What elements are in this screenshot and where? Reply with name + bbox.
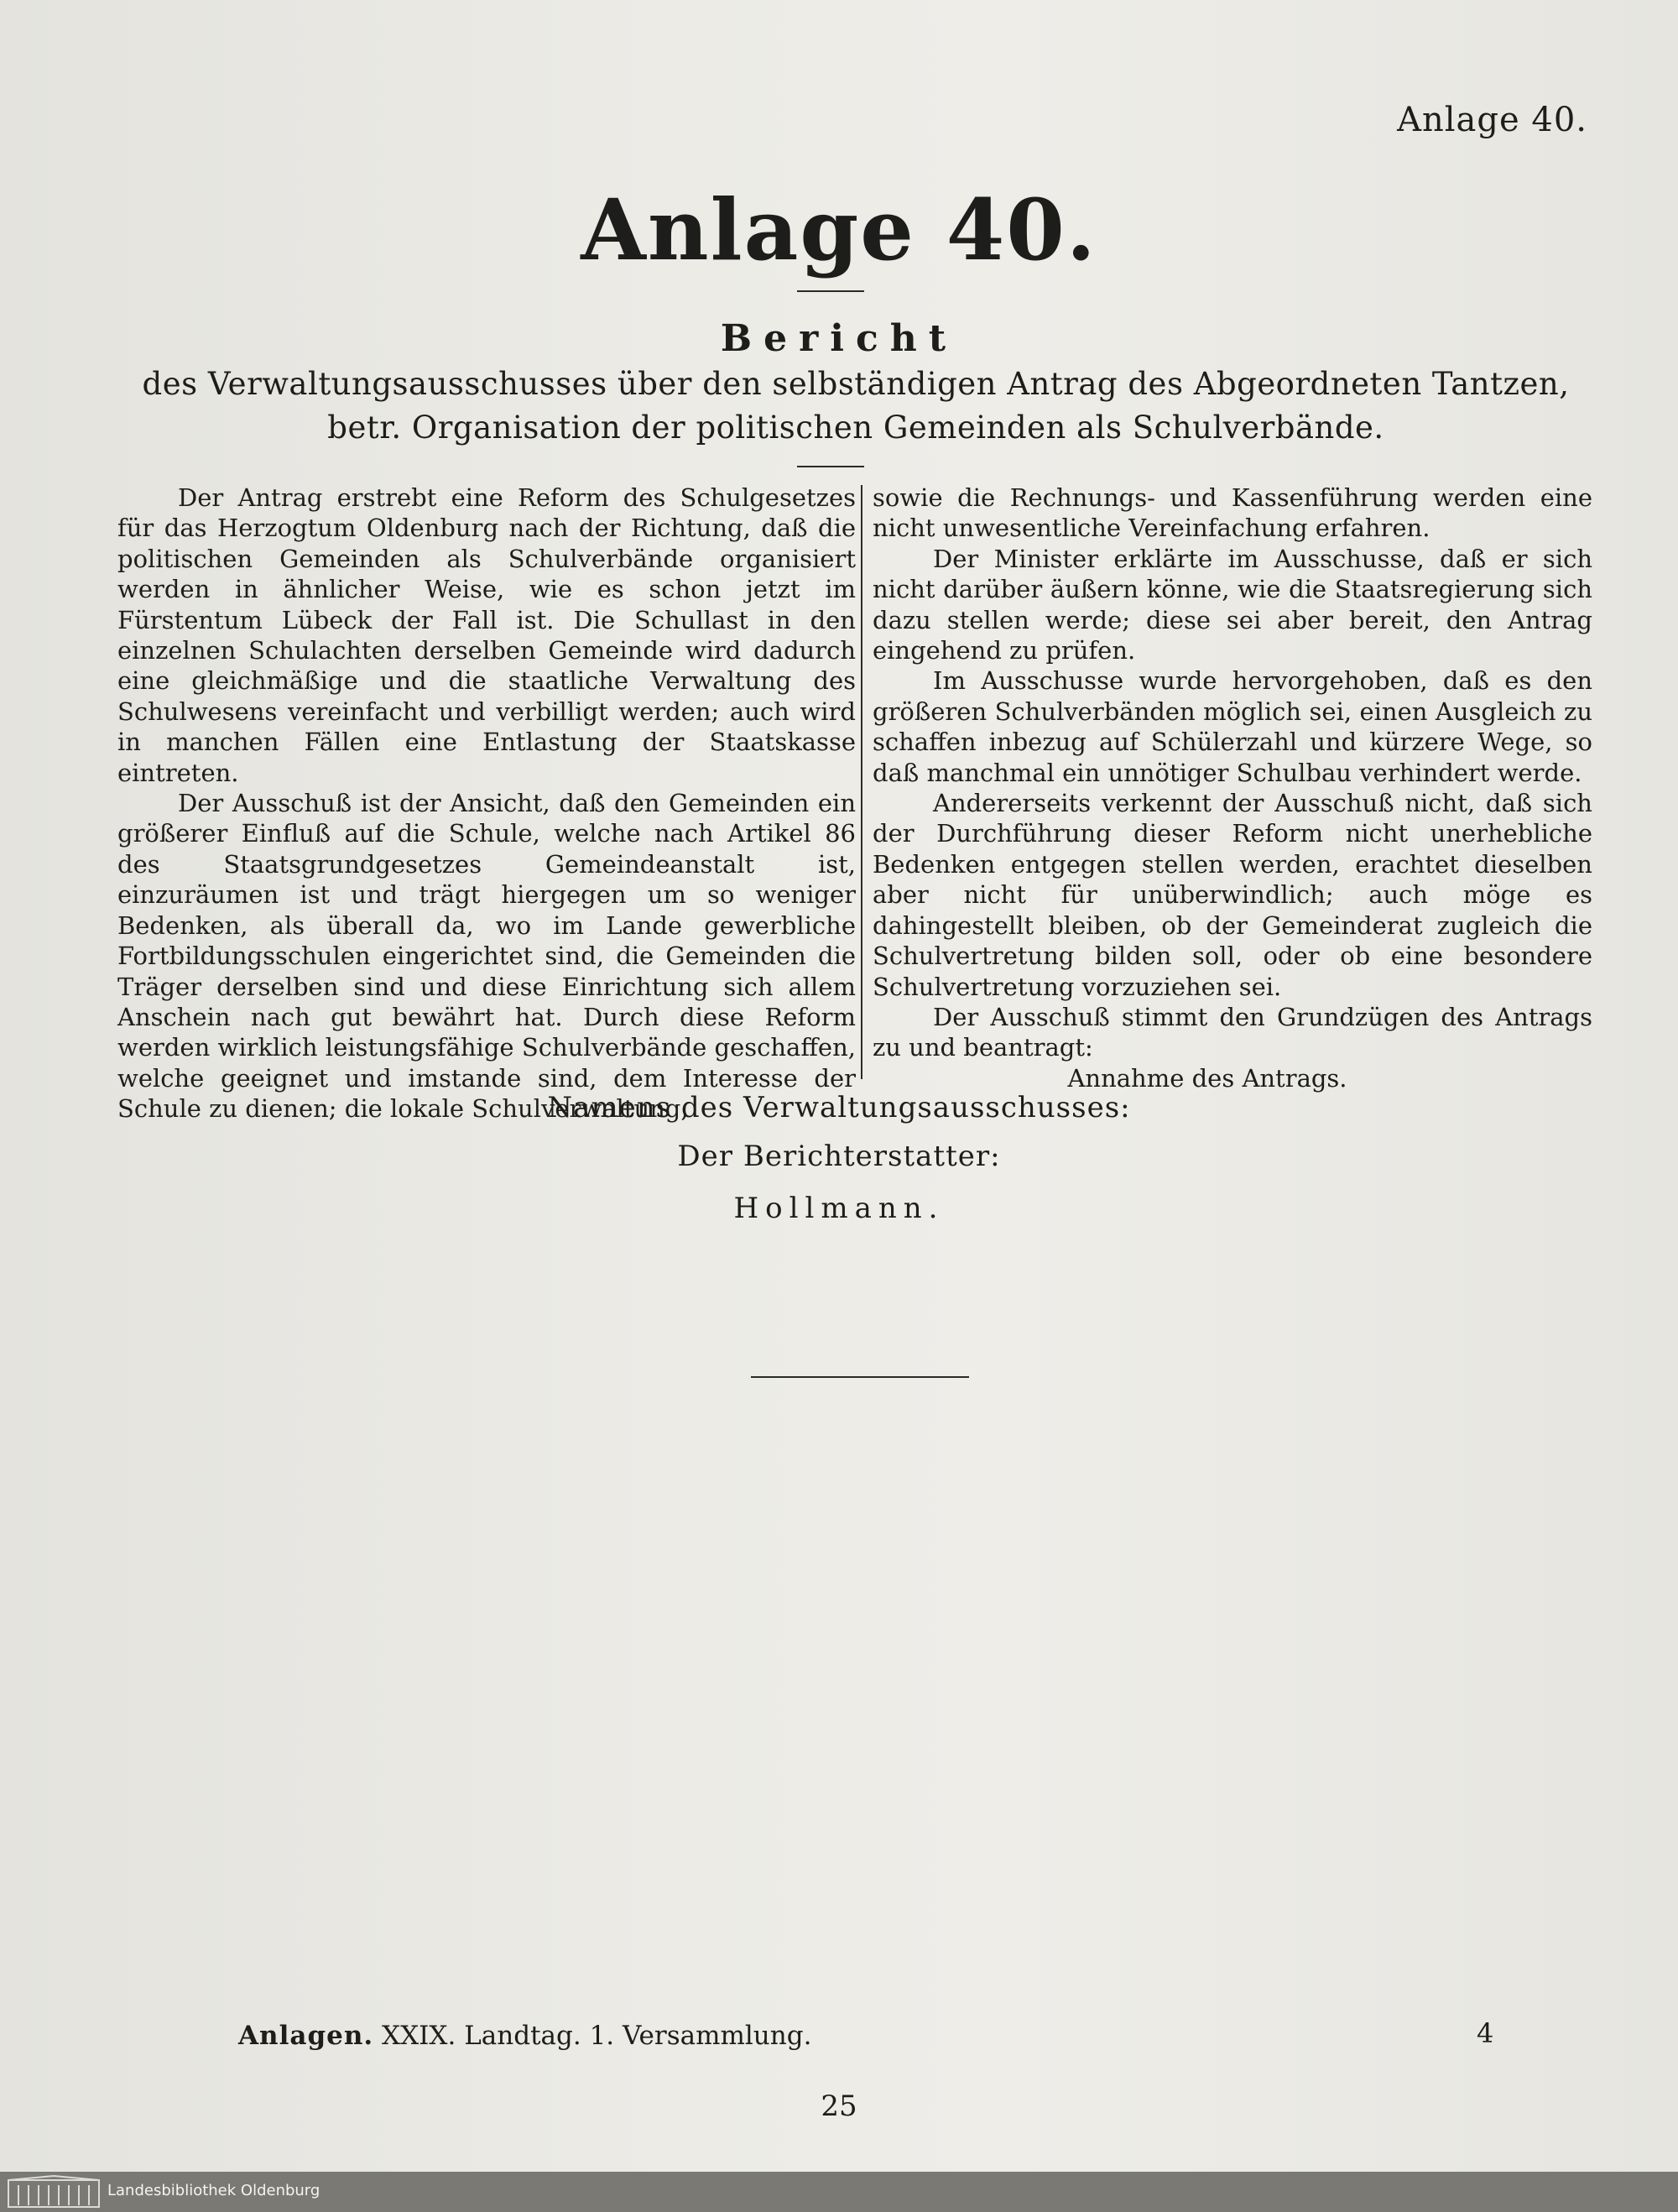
- title-divider: [797, 290, 864, 292]
- paragraph: Der Ausschuß stimmt den Grundzügen des Antrags zu und beantragt:: [873, 1002, 1592, 1062]
- running-head: Anlage 40.: [1397, 101, 1587, 139]
- page-number: 25: [821, 2089, 857, 2123]
- paragraph-continuation: sowie die Rechnungs- und Kassenführung werden eine nicht unwesentliche Vereinfachung erfahren.: [873, 483, 1592, 543]
- library-banner: [0, 2172, 1678, 2212]
- report-subtitle: des Verwaltungsausschusses über den selbständigen Antrag des Abgeordneten Tantzen, betr. Organisation der politischen Gemeinden als Schulverbände.: [142, 366, 1570, 446]
- closing-divider: [751, 1376, 969, 1378]
- motion-text: Annahme des Antrags.: [1067, 1063, 1347, 1093]
- signature-role: Der Berichterstatter:: [677, 1140, 1001, 1173]
- footer-left: [238, 2021, 811, 2051]
- paragraph: Andererseits verkennt der Ausschuß nicht, daß sich der Durchführung dieser Reform nicht unerhebliche Bedenken entgegen stellen werden, erachtet dieselben aber nicht für unüberwindlich; auch möge es dahingestellt bleiben, ob der Gemeinderat zugleich die Schulvertretung bilden soll, oder ob eine besondere Schulvertretung vorzuziehen sei.: [873, 789, 1592, 1001]
- signature-committee: Namens des Verwaltungsausschusses:: [547, 1091, 1131, 1124]
- footer-session: XXIX. Landtag. 1. Versammlung.: [382, 2021, 812, 2051]
- paragraph: Der Ausschuß ist der Ansicht, daß den Gemeinden ein größerer Einfluß auf die Schule, welche nach Artikel 86 des Staatsgrundgesetzes Gemeindeanstalt ist, einzuräumen ist und trägt hiergegen um so weniger Bedenken, als überall da, wo im Lande gewerbliche Fortbildungsschulen eingerichtet sind, die Gemeinden die Träger derselben sind und diese Einrichtung sich allem Anschein nach gut bewährt hat. Durch diese Reform werden wirklich leistungsfähige Schulverbände geschaffen, welche geeignet und imstande sind, dem Interesse der Schule zu dienen; die lokale Schulverwaltung,: [117, 789, 856, 1124]
- library-building-icon: [7, 2175, 101, 2209]
- footer-label: Anlagen.: [238, 2021, 374, 2051]
- sheet-number: 4: [1477, 2017, 1494, 2049]
- library-name: Landesbibliothek Oldenburg: [107, 2182, 320, 2199]
- paragraph: Im Ausschusse wurde hervorgehoben, daß es den größeren Schulverbänden möglich sei, einen Ausgleich zu schaffen inbezug auf Schülerzahl und kürzere Wege, so daß manchmal ein unnötiger Schulbau verhindert werde.: [873, 666, 1592, 787]
- column-divider: [861, 485, 862, 1079]
- page-title: Anlage 40.: [581, 180, 1097, 279]
- signature-name: Hollmann.: [733, 1192, 945, 1225]
- paragraph: Der Antrag erstrebt eine Reform des Schulgesetzes für das Herzogtum Oldenburg nach der Richtung, daß die politischen Gemeinden als Schulverbände organisiert werden in ähnlicher Weise, wie es schon jetzt im Fürstentum Lübeck der Fall ist. Die Schullast in den einzelnen Schulachten derselben Gemeinde wird dadurch eine gleichmäßige und die staatliche Verwaltung des Schulwesens vereinfacht und verbilligt werden; auch wird in manchen Fällen eine Entlastung der Staatskasse eintreten.: [117, 483, 856, 787]
- report-heading: Bericht: [720, 317, 958, 360]
- right-column: [873, 483, 1592, 1093]
- paragraph: Der Minister erklärte im Ausschusse, daß er sich nicht darüber äußern könne, wie die Staatsregierung sich dazu stellen werde; diese sei aber bereit, den Antrag eingehend zu prüfen.: [873, 544, 1592, 665]
- left-column: [117, 483, 856, 1124]
- subtitle-divider: [797, 466, 864, 467]
